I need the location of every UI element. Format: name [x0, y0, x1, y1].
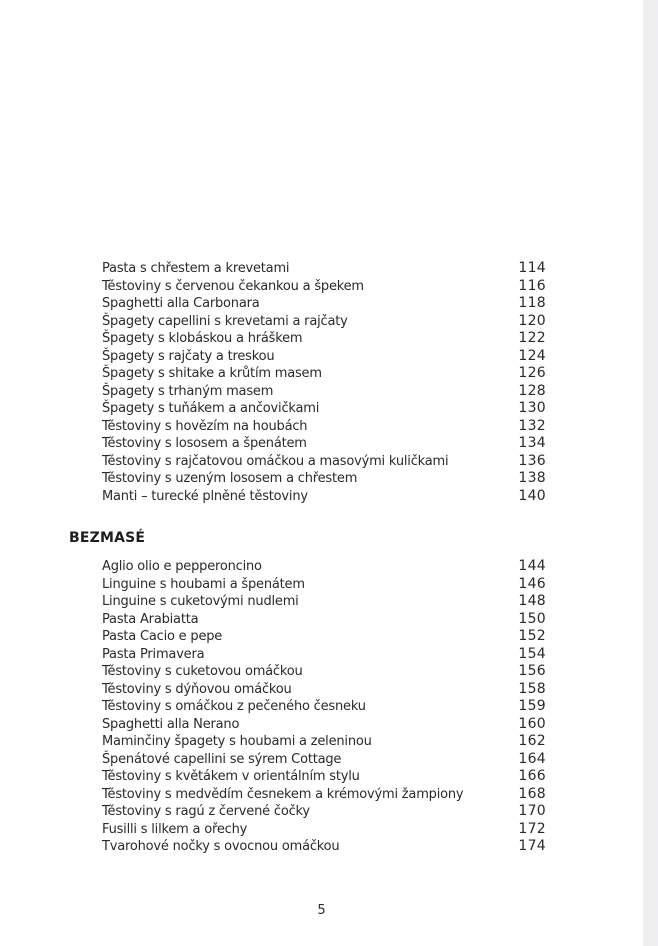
toc-entry-title: Těstoviny s hovězím na houbách [102, 418, 308, 434]
toc-entry [102, 383, 546, 401]
toc-entry-page: 134 [518, 435, 546, 451]
toc-entry-page: 159 [518, 698, 546, 714]
toc-entry [102, 821, 546, 839]
toc-entry [102, 803, 546, 821]
toc-entry-title: Těstoviny s květákem v orientálním stylu [102, 769, 360, 784]
toc-entry-page: 170 [518, 803, 546, 819]
toc-entry-title: Těstoviny s omáčkou z pečeného česneku [102, 699, 366, 714]
toc-entry [102, 611, 546, 629]
toc-entry [102, 488, 546, 506]
toc-entry-title: Těstoviny s rajčatovou omáčkou a masovými kuličkami [102, 453, 449, 469]
toc-entry [102, 453, 546, 471]
toc-entry-title: Špagety capellini s krevetami a rajčaty [102, 313, 348, 329]
toc-entry-page: 152 [518, 628, 546, 644]
toc-entry-page: 124 [518, 347, 546, 364]
toc-entry-title: Manti – turecké plněné těstoviny [102, 488, 308, 504]
toc-entry-page: 120 [518, 312, 546, 329]
toc-entry [102, 295, 546, 313]
toc-entry [102, 330, 546, 348]
toc-entry [102, 400, 546, 418]
toc-entry-title: Fusilli s lilkem a ořechy [102, 821, 248, 837]
toc-entry-page: 146 [518, 575, 546, 592]
toc-entry-title: Špagety s rajčaty a treskou [102, 348, 275, 364]
toc-entry [102, 260, 546, 278]
toc-entry [102, 558, 546, 576]
section-heading-bezmase: BEZMASÉ [69, 530, 146, 546]
toc-entry-title: Spaghetti alla Carbonara [102, 296, 260, 311]
toc-entry-page: 168 [518, 785, 546, 802]
toc-entry [102, 698, 546, 716]
toc-entry [102, 768, 546, 786]
toc-entry [102, 663, 546, 681]
toc-entry-page: 162 [518, 733, 546, 749]
toc-entry-title: Špagety s trhaným masem [102, 383, 274, 399]
toc-entry [102, 838, 546, 856]
toc-entry [102, 681, 546, 699]
toc-entry [102, 365, 546, 383]
toc-list-meat [102, 260, 546, 505]
toc-entry-title: Těstoviny s lososem a špenátem [102, 436, 307, 451]
toc-entry-title: Špagety s shitake a krůtím masem [102, 366, 322, 381]
toc-entry [102, 313, 546, 331]
toc-entry-title: Pasta Primavera [102, 646, 205, 662]
toc-entry-title: Linguine s cuketovými nudlemi [102, 594, 299, 609]
toc-entry [102, 716, 546, 734]
toc-entry-page: 164 [518, 750, 546, 767]
toc-entry-title: Těstoviny s dýňovou omáčkou [102, 681, 292, 697]
toc-entry-page: 132 [518, 417, 546, 434]
toc-entry [102, 751, 546, 769]
toc-entry-page: 140 [518, 487, 546, 504]
toc-entry-title: Maminčiny špagety s houbami a zeleninou [102, 734, 372, 749]
toc-entry-title: Těstoviny s medvědím česnekem a krémovými žampiony [102, 786, 464, 802]
toc-entry [102, 278, 546, 296]
toc-entry-page: 158 [518, 680, 546, 697]
toc-entry-title: Špagety s klobáskou a hráškem [102, 331, 303, 346]
toc-entry [102, 733, 546, 751]
toc-entry-page: 118 [518, 295, 546, 311]
toc-entry-page: 130 [518, 400, 546, 416]
toc-entry-page: 136 [518, 452, 546, 469]
toc-entry-page: 150 [518, 610, 546, 627]
toc-entry [102, 435, 546, 453]
page-number: 5 [317, 903, 326, 918]
toc-entry-title: Pasta Arabiatta [102, 611, 199, 627]
toc-entry-title: Pasta s chřestem a krevetami [102, 261, 290, 276]
toc-entry [102, 348, 546, 366]
toc-entry-title: Tvarohové nočky s ovocnou omáčkou [102, 839, 340, 854]
toc-entry-page: 122 [518, 330, 546, 346]
toc-list-vegetarian [102, 558, 546, 856]
toc-entry-page: 148 [518, 593, 546, 609]
toc-entry [102, 786, 546, 804]
toc-entry [102, 470, 546, 488]
toc-entry-page: 116 [518, 277, 546, 294]
toc-entry-page: 138 [518, 470, 546, 486]
toc-entry [102, 418, 546, 436]
toc-entry-page: 174 [518, 838, 546, 854]
toc-entry-page: 114 [518, 260, 546, 276]
toc-entry-title: Těstoviny s ragú z červené čočky [102, 804, 310, 819]
toc-entry-page: 126 [518, 365, 546, 381]
toc-entry-page: 166 [518, 768, 546, 784]
toc-entry-page: 160 [518, 715, 546, 732]
toc-entry-page: 172 [518, 820, 546, 837]
toc-entry-title: Linguine s houbami a špenátem [102, 576, 305, 592]
toc-entry-page: 144 [518, 558, 546, 574]
toc-entry-title: Těstoviny s cuketovou omáčkou [102, 664, 303, 679]
toc-entry-title: Spaghetti alla Nerano [102, 716, 240, 732]
toc-entry-title: Těstoviny s červenou čekankou a špekem [102, 278, 364, 294]
toc-entry-page: 128 [518, 382, 546, 399]
toc-entry [102, 593, 546, 611]
toc-entry-title: Aglio olio e pepperoncino [102, 559, 262, 574]
toc-entry-title: Pasta Cacio e pepe [102, 629, 223, 644]
toc-entry-page: 156 [518, 663, 546, 679]
page-edge [643, 0, 658, 946]
toc-entry-title: Špenátové capellini se sýrem Cottage [102, 751, 342, 767]
toc-entry-title: Těstoviny s uzeným lososem a chřestem [102, 471, 358, 486]
toc-entry-title: Špagety s tuňákem a ančovičkami [102, 401, 320, 416]
toc-entry [102, 628, 546, 646]
toc-entry [102, 646, 546, 664]
toc-entry [102, 576, 546, 594]
toc-entry-page: 154 [518, 645, 546, 662]
